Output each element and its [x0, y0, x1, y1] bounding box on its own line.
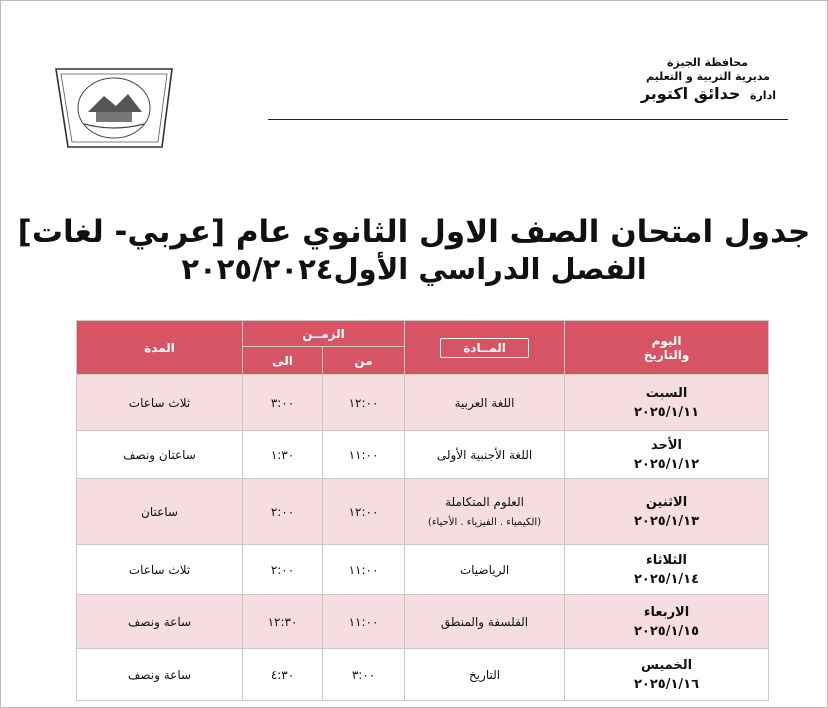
subject-cell [405, 479, 565, 545]
subject-cell: الفلسفة والمنطق [405, 595, 565, 649]
day-cell [565, 649, 769, 701]
table-row [77, 431, 769, 479]
day-name: الأحد [651, 437, 683, 453]
day-header: اليوم [651, 333, 682, 348]
exam-schedule-table [76, 320, 769, 701]
day-cell [565, 479, 769, 545]
table-row [77, 649, 769, 701]
duration-cell: ساعتان ونصف [77, 431, 243, 479]
time-header: الزمــن [243, 321, 405, 347]
official-stamp [54, 66, 174, 150]
exam-date: ٢٠٢٥/١/١٣ [633, 513, 700, 529]
governorate-label: محافظة الجيزة [667, 56, 748, 69]
table-row [77, 595, 769, 649]
subject-cell: التاريخ [405, 649, 565, 701]
from-cell: ١١:٠٠ [323, 595, 405, 649]
day-cell [565, 375, 769, 431]
to-cell: ١٢:٣٠ [243, 595, 323, 649]
from-cell: ٣:٠٠ [323, 649, 405, 701]
subject-cell: اللغة الأجنبية الأولى [405, 431, 565, 479]
header-divider [268, 119, 788, 120]
to-cell: ١:٣٠ [243, 431, 323, 479]
day-name: الاربعاء [643, 604, 690, 620]
from-cell: ١١:٠٠ [323, 545, 405, 595]
exam-date: ٢٠٢٥/١/١٥ [633, 623, 700, 639]
day-name: الثلاثاء [646, 552, 687, 568]
administration-name: حدائق اكتوبر [640, 84, 741, 103]
issuer-header [641, 56, 776, 106]
day-cell [565, 431, 769, 479]
subject-name: العلوم المتكاملة [445, 495, 524, 509]
from-cell: ١٢:٠٠ [323, 479, 405, 545]
exam-date: ٢٠٢٥/١/١١ [633, 404, 700, 420]
subject-note: (الكيمياء . الفيزياء . الأحياء) [427, 517, 542, 528]
day-date-header [565, 321, 769, 375]
from-cell: ١٢:٠٠ [323, 375, 405, 431]
term-title: الفصل الدراسي الأول٢٠٢٥/٢٠٢٤ [181, 252, 647, 286]
duration-cell: ثلاث ساعات [77, 375, 243, 431]
stamp-icon [54, 66, 174, 150]
header-row [77, 321, 769, 347]
day-name: السبت [645, 385, 688, 401]
table-row [77, 375, 769, 431]
subject-header-label: المــادة [440, 338, 529, 358]
from-cell: ١١:٠٠ [323, 431, 405, 479]
table-row [77, 479, 769, 545]
exam-date: ٢٠٢٥/١/١٢ [633, 456, 700, 472]
administration-prefix: ادارة [749, 89, 776, 102]
directorate-label: مديرية التربية و التعليم [646, 70, 770, 83]
to-cell: ٢:٠٠ [243, 545, 323, 595]
schedule-title: جدول امتحان الصف الاول الثانوي عام [عربي- لغات] [17, 214, 811, 250]
table-row [77, 545, 769, 595]
subject-cell: اللغة العربية [405, 375, 565, 431]
duration-cell: ساعة ونصف [77, 595, 243, 649]
day-cell [565, 545, 769, 595]
day-cell [565, 595, 769, 649]
duration-header: المدة [77, 321, 243, 375]
exam-date: ٢٠٢٥/١/١٦ [633, 676, 700, 692]
duration-cell: ساعتان [77, 479, 243, 545]
to-header: الى [243, 347, 323, 375]
exam-date: ٢٠٢٥/١/١٤ [633, 571, 700, 587]
date-header: والتاريخ [643, 347, 690, 362]
to-cell: ٣:٠٠ [243, 375, 323, 431]
duration-cell: ساعة ونصف [77, 649, 243, 701]
to-cell: ٤:٣٠ [243, 649, 323, 701]
to-cell: ٢:٠٠ [243, 479, 323, 545]
duration-cell: ثلاث ساعات [77, 545, 243, 595]
day-name: الاثنين [645, 494, 688, 510]
subject-cell: الرياضيات [405, 545, 565, 595]
from-header: من [323, 347, 405, 375]
subject-header [405, 321, 565, 375]
day-name: الخميس [640, 657, 693, 673]
administration-label [641, 84, 776, 106]
